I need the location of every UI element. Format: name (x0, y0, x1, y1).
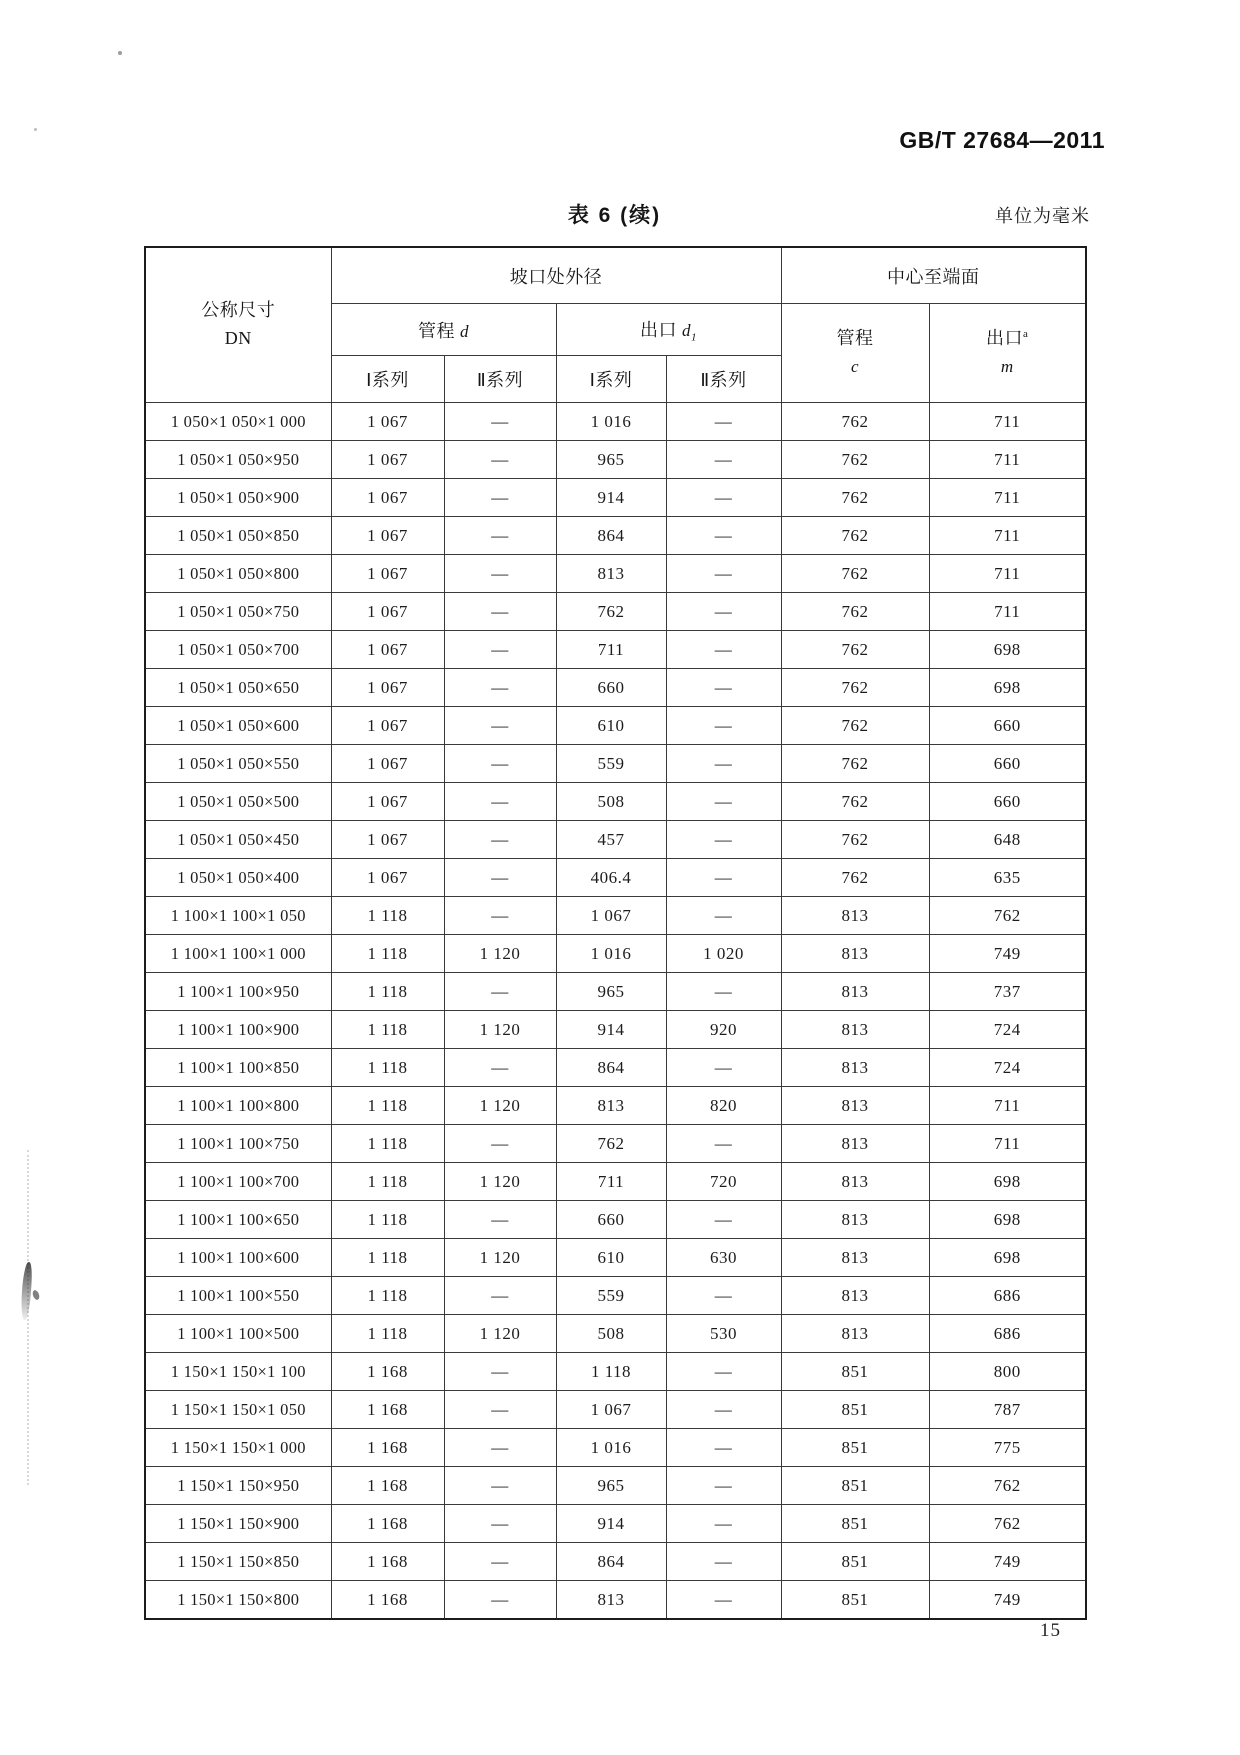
standard-number: GB/T 27684—2011 (899, 127, 1105, 153)
cell-d-series2: — (444, 1505, 556, 1543)
cell-dn: 1 100×1 100×600 (145, 1239, 331, 1277)
cell-d-series1: 1 118 (331, 897, 444, 935)
cell-c: 762 (781, 593, 929, 631)
header-outlet-var: $d_1$ (682, 320, 697, 344)
table-row (145, 935, 1086, 973)
cell-d-series2: — (444, 441, 556, 479)
cell-dn: 1 100×1 100×550 (145, 1277, 331, 1315)
table-row (145, 1315, 1086, 1353)
cell-d1-series2: — (666, 669, 781, 707)
cell-d-series2: — (444, 1467, 556, 1505)
cell-m: 648 (929, 821, 1086, 859)
cell-d1-series1: 610 (556, 1239, 666, 1277)
cell-c: 851 (781, 1391, 929, 1429)
cell-d1-series2: — (666, 783, 781, 821)
cell-d1-series2: — (666, 745, 781, 783)
cell-c: 762 (781, 745, 929, 783)
cell-dn: 1 100×1 100×800 (145, 1087, 331, 1125)
cell-d-series2: 1 120 (444, 1011, 556, 1049)
cell-d-series1: 1 168 (331, 1505, 444, 1543)
cell-d-series1: 1 067 (331, 707, 444, 745)
cell-d1-series2: 530 (666, 1315, 781, 1353)
cell-m: 762 (929, 1467, 1086, 1505)
cell-d1-series2: — (666, 1201, 781, 1239)
cell-d-series1: 1 067 (331, 593, 444, 631)
cell-d1-series1: 914 (556, 1011, 666, 1049)
cell-c: 813 (781, 1201, 929, 1239)
cell-c: 851 (781, 1467, 929, 1505)
cell-d1-series1: 864 (556, 1049, 666, 1087)
cell-d1-series2: — (666, 593, 781, 631)
cell-d1-series2: — (666, 1277, 781, 1315)
cell-d1-series2: — (666, 1505, 781, 1543)
cell-d-series1: 1 118 (331, 1277, 444, 1315)
header-group-center-to-face: 中心至端面 (781, 247, 1086, 304)
cell-d-series1: 1 067 (331, 859, 444, 897)
table-row (145, 973, 1086, 1011)
cell-m: 698 (929, 669, 1086, 707)
cell-d-series1: 1 067 (331, 479, 444, 517)
cell-d-series2: 1 120 (444, 1315, 556, 1353)
cell-d1-series2: — (666, 403, 781, 441)
table-row (145, 441, 1086, 479)
cell-d-series2: — (444, 1581, 556, 1620)
table-row (145, 1163, 1086, 1201)
cell-d-series1: 1 067 (331, 403, 444, 441)
cell-m: 698 (929, 1239, 1086, 1277)
cell-d-series1: 1 067 (331, 745, 444, 783)
cell-m: 711 (929, 479, 1086, 517)
cell-dn: 1 100×1 100×1 000 (145, 935, 331, 973)
table-row (145, 1239, 1086, 1277)
cell-d1-series1: 610 (556, 707, 666, 745)
table-row (145, 1277, 1086, 1315)
cell-c: 762 (781, 403, 929, 441)
table-header (145, 247, 1086, 403)
cell-m: 711 (929, 1125, 1086, 1163)
cell-m: 724 (929, 1011, 1086, 1049)
table-row (145, 1391, 1086, 1429)
header-center-outlet-m (929, 304, 1086, 403)
table-row (145, 631, 1086, 669)
cell-m: 660 (929, 707, 1086, 745)
cell-d1-series2: — (666, 1391, 781, 1429)
cell-c: 851 (781, 1429, 929, 1467)
cell-d1-series1: 1 067 (556, 897, 666, 935)
cell-d1-series1: 864 (556, 1543, 666, 1581)
cell-d1-series2: — (666, 859, 781, 897)
cell-dn: 1 050×1 050×450 (145, 821, 331, 859)
cell-d-series1: 1 168 (331, 1543, 444, 1581)
table-row (145, 1353, 1086, 1391)
cell-c: 762 (781, 631, 929, 669)
cell-m: 800 (929, 1353, 1086, 1391)
cell-dn: 1 050×1 050×900 (145, 479, 331, 517)
cell-d-series1: 1 118 (331, 973, 444, 1011)
table-row (145, 1201, 1086, 1239)
header-dn-code: DN (224, 328, 252, 348)
cell-m: 698 (929, 1163, 1086, 1201)
cell-d-series2: — (444, 783, 556, 821)
cell-dn: 1 050×1 050×750 (145, 593, 331, 631)
cell-m: 660 (929, 745, 1086, 783)
cell-d1-series1: 457 (556, 821, 666, 859)
cell-d-series2: — (444, 1391, 556, 1429)
cell-c: 813 (781, 1049, 929, 1087)
cell-c: 762 (781, 783, 929, 821)
cell-dn: 1 050×1 050×400 (145, 859, 331, 897)
cell-c: 813 (781, 935, 929, 973)
page-number: 15 (1040, 1620, 1061, 1641)
cell-c: 762 (781, 479, 929, 517)
cell-d-series1: 1 118 (331, 935, 444, 973)
cell-d-series1: 1 168 (331, 1391, 444, 1429)
header-center-outlet-label: 出口 (986, 328, 1024, 349)
cell-d1-series1: 660 (556, 669, 666, 707)
cell-dn: 1 100×1 100×850 (145, 1049, 331, 1087)
cell-m: 686 (929, 1277, 1086, 1315)
cell-d-series2: — (444, 593, 556, 631)
table-row (145, 1429, 1086, 1467)
table-row (145, 1505, 1086, 1543)
table-row (145, 1087, 1086, 1125)
header-d1-series1: Ⅰ系列 (556, 356, 666, 403)
cell-m: 698 (929, 1201, 1086, 1239)
cell-d1-series1: 762 (556, 1125, 666, 1163)
cell-d1-series2: — (666, 707, 781, 745)
cell-d1-series2: — (666, 1543, 781, 1581)
header-d-series1: Ⅰ系列 (331, 356, 444, 403)
cell-dn: 1 150×1 150×1 100 (145, 1353, 331, 1391)
table-row (145, 1011, 1086, 1049)
cell-dn: 1 050×1 050×700 (145, 631, 331, 669)
cell-dn: 1 150×1 150×1 050 (145, 1391, 331, 1429)
header-center-pipe-label: 管程 (836, 328, 874, 349)
table-row (145, 403, 1086, 441)
cell-c: 813 (781, 1277, 929, 1315)
cell-d-series2: — (444, 1049, 556, 1087)
cell-d1-series1: 1 067 (556, 1391, 666, 1429)
header-center-pipe-var: c (850, 357, 860, 376)
table-row (145, 1467, 1086, 1505)
cell-d1-series1: 914 (556, 1505, 666, 1543)
cell-d1-series1: 559 (556, 745, 666, 783)
cell-d1-series1: 813 (556, 1581, 666, 1620)
cell-c: 762 (781, 859, 929, 897)
cell-m: 711 (929, 1087, 1086, 1125)
cell-dn: 1 100×1 100×500 (145, 1315, 331, 1353)
unit-note: 单位为毫米 (995, 206, 1090, 226)
cell-d1-series2: — (666, 1125, 781, 1163)
header-outlet-d1 (556, 304, 781, 356)
cell-dn: 1 150×1 150×950 (145, 1467, 331, 1505)
cell-d-series2: — (444, 821, 556, 859)
cell-d-series1: 1 118 (331, 1011, 444, 1049)
cell-d-series2: — (444, 1353, 556, 1391)
cell-c: 813 (781, 973, 929, 1011)
cell-m: 762 (929, 897, 1086, 935)
cell-d-series2: 1 120 (444, 1087, 556, 1125)
cell-d1-series1: 508 (556, 1315, 666, 1353)
cell-d1-series1: 711 (556, 1163, 666, 1201)
header-outlet-footnote-mark: a (1023, 328, 1029, 341)
cell-d-series2: — (444, 707, 556, 745)
cell-d1-series2: — (666, 1353, 781, 1391)
cell-dn: 1 100×1 100×750 (145, 1125, 331, 1163)
cell-m: 749 (929, 1543, 1086, 1581)
cell-d-series2: — (444, 1543, 556, 1581)
cell-dn: 1 050×1 050×850 (145, 517, 331, 555)
table-title: 表 6 (续) (567, 204, 662, 227)
cell-d-series2: — (444, 555, 556, 593)
cell-d-series1: 1 168 (331, 1467, 444, 1505)
cell-d1-series2: 1 020 (666, 935, 781, 973)
cell-m: 711 (929, 593, 1086, 631)
cell-d1-series2: 630 (666, 1239, 781, 1277)
scan-artifact-speck (34, 128, 37, 131)
cell-c: 813 (781, 897, 929, 935)
table-row (145, 745, 1086, 783)
cell-m: 775 (929, 1429, 1086, 1467)
table-row (145, 1125, 1086, 1163)
header-d-series2: Ⅱ系列 (444, 356, 556, 403)
cell-c: 813 (781, 1011, 929, 1049)
cell-d-series1: 1 168 (331, 1353, 444, 1391)
cell-m: 749 (929, 1581, 1086, 1620)
cell-d1-series2: — (666, 1467, 781, 1505)
header-center-outlet-var: m (1000, 357, 1014, 376)
spec-table (144, 246, 1087, 1620)
cell-d-series1: 1 067 (331, 555, 444, 593)
cell-dn: 1 050×1 050×500 (145, 783, 331, 821)
table-row (145, 593, 1086, 631)
cell-d-series1: 1 168 (331, 1581, 444, 1620)
cell-d1-series2: — (666, 1429, 781, 1467)
cell-d-series1: 1 118 (331, 1163, 444, 1201)
cell-dn: 1 150×1 150×900 (145, 1505, 331, 1543)
cell-d1-series2: 820 (666, 1087, 781, 1125)
cell-dn: 1 050×1 050×650 (145, 669, 331, 707)
cell-d1-series1: 660 (556, 1201, 666, 1239)
cell-d-series1: 1 118 (331, 1239, 444, 1277)
cell-d1-series1: 864 (556, 517, 666, 555)
cell-c: 762 (781, 707, 929, 745)
cell-d1-series1: 508 (556, 783, 666, 821)
cell-d1-series2: — (666, 555, 781, 593)
cell-d-series1: 1 118 (331, 1049, 444, 1087)
cell-c: 851 (781, 1353, 929, 1391)
cell-d-series2: — (444, 479, 556, 517)
cell-d1-series2: — (666, 821, 781, 859)
cell-d-series2: — (444, 897, 556, 935)
table-body (145, 403, 1086, 1620)
cell-d1-series1: 762 (556, 593, 666, 631)
cell-d1-series1: 559 (556, 1277, 666, 1315)
cell-m: 787 (929, 1391, 1086, 1429)
cell-dn: 1 050×1 050×1 000 (145, 403, 331, 441)
header-group-outer-diameter: 坡口处外径 (331, 247, 781, 304)
cell-c: 813 (781, 1239, 929, 1277)
cell-m: 686 (929, 1315, 1086, 1353)
cell-d1-series1: 1 118 (556, 1353, 666, 1391)
cell-m: 711 (929, 517, 1086, 555)
cell-d1-series2: — (666, 517, 781, 555)
cell-m: 711 (929, 555, 1086, 593)
cell-c: 762 (781, 669, 929, 707)
cell-d-series2: — (444, 669, 556, 707)
cell-dn: 1 100×1 100×650 (145, 1201, 331, 1239)
cell-m: 749 (929, 935, 1086, 973)
cell-d1-series2: — (666, 631, 781, 669)
table-row (145, 783, 1086, 821)
cell-d1-series2: — (666, 479, 781, 517)
cell-d1-series1: 1 016 (556, 1429, 666, 1467)
cell-d-series2: — (444, 745, 556, 783)
cell-dn: 1 050×1 050×950 (145, 441, 331, 479)
table-row (145, 897, 1086, 935)
cell-d1-series2: — (666, 897, 781, 935)
cell-c: 813 (781, 1087, 929, 1125)
cell-d-series1: 1 067 (331, 441, 444, 479)
cell-d1-series2: 720 (666, 1163, 781, 1201)
cell-d1-series2: — (666, 441, 781, 479)
cell-d-series2: — (444, 1201, 556, 1239)
cell-c: 851 (781, 1581, 929, 1620)
cell-d-series1: 1 067 (331, 821, 444, 859)
cell-d-series2: — (444, 517, 556, 555)
cell-d1-series1: 711 (556, 631, 666, 669)
cell-dn: 1 150×1 150×1 000 (145, 1429, 331, 1467)
table-row (145, 669, 1086, 707)
table-row (145, 555, 1086, 593)
cell-dn: 1 100×1 100×900 (145, 1011, 331, 1049)
cell-d-series1: 1 118 (331, 1201, 444, 1239)
header-dn-label: 公称尺寸 (201, 300, 276, 321)
scan-artifact-line (27, 1150, 29, 1485)
scan-artifact-ink-dot (31, 1289, 40, 1300)
cell-c: 851 (781, 1505, 929, 1543)
cell-d1-series2: — (666, 1581, 781, 1620)
cell-c: 813 (781, 1163, 929, 1201)
cell-d-series1: 1 118 (331, 1087, 444, 1125)
cell-dn: 1 050×1 050×550 (145, 745, 331, 783)
cell-m: 711 (929, 441, 1086, 479)
table-row (145, 479, 1086, 517)
header-pipe-run-d (331, 304, 556, 356)
table-row (145, 859, 1086, 897)
cell-d1-series1: 965 (556, 1467, 666, 1505)
cell-m: 660 (929, 783, 1086, 821)
cell-dn: 1 150×1 150×850 (145, 1543, 331, 1581)
table-row (145, 1543, 1086, 1581)
cell-dn: 1 100×1 100×1 050 (145, 897, 331, 935)
cell-d1-series2: — (666, 1049, 781, 1087)
cell-dn: 1 100×1 100×700 (145, 1163, 331, 1201)
cell-m: 711 (929, 403, 1086, 441)
cell-dn: 1 050×1 050×800 (145, 555, 331, 593)
cell-dn: 1 150×1 150×800 (145, 1581, 331, 1620)
table-row (145, 707, 1086, 745)
cell-m: 698 (929, 631, 1086, 669)
cell-d-series2: — (444, 1125, 556, 1163)
header-pipe-run-label: 管程 (418, 320, 460, 341)
header-pipe-run-var: d (460, 321, 469, 341)
cell-d1-series1: 1 016 (556, 403, 666, 441)
cell-d-series1: 1 067 (331, 783, 444, 821)
cell-d-series2: 1 120 (444, 935, 556, 973)
cell-m: 635 (929, 859, 1086, 897)
cell-c: 762 (781, 555, 929, 593)
cell-dn: 1 050×1 050×600 (145, 707, 331, 745)
cell-d-series2: — (444, 403, 556, 441)
cell-d-series1: 1 168 (331, 1429, 444, 1467)
cell-d-series1: 1 118 (331, 1315, 444, 1353)
cell-d1-series1: 965 (556, 973, 666, 1011)
cell-c: 813 (781, 1125, 929, 1163)
cell-m: 724 (929, 1049, 1086, 1087)
header-center-pipe-c (781, 304, 929, 403)
cell-m: 737 (929, 973, 1086, 1011)
header-d1-series2: Ⅱ系列 (666, 356, 781, 403)
cell-d1-series2: 920 (666, 1011, 781, 1049)
cell-c: 762 (781, 821, 929, 859)
cell-d1-series1: 406.4 (556, 859, 666, 897)
cell-d-series1: 1 067 (331, 517, 444, 555)
header-dn (145, 247, 331, 403)
cell-d-series2: — (444, 1429, 556, 1467)
scan-artifact-ink-blob (20, 1262, 33, 1320)
table-row (145, 821, 1086, 859)
cell-dn: 1 100×1 100×950 (145, 973, 331, 1011)
cell-c: 813 (781, 1315, 929, 1353)
cell-d-series1: 1 067 (331, 631, 444, 669)
header-outlet-label: 出口 (640, 319, 682, 340)
cell-d-series2: — (444, 859, 556, 897)
cell-d-series2: — (444, 973, 556, 1011)
table-row (145, 517, 1086, 555)
cell-c: 851 (781, 1543, 929, 1581)
table-row (145, 1581, 1086, 1620)
cell-d1-series2: — (666, 973, 781, 1011)
scan-artifact-speck (118, 51, 122, 55)
cell-m: 762 (929, 1505, 1086, 1543)
cell-d-series1: 1 118 (331, 1125, 444, 1163)
cell-d-series2: 1 120 (444, 1239, 556, 1277)
cell-d-series2: — (444, 1277, 556, 1315)
cell-d1-series1: 813 (556, 1087, 666, 1125)
cell-d1-series1: 813 (556, 555, 666, 593)
cell-d-series2: — (444, 631, 556, 669)
cell-d-series2: 1 120 (444, 1163, 556, 1201)
cell-d-series1: 1 067 (331, 669, 444, 707)
cell-d1-series1: 1 016 (556, 935, 666, 973)
cell-c: 762 (781, 517, 929, 555)
cell-d1-series1: 965 (556, 441, 666, 479)
table-row (145, 1049, 1086, 1087)
cell-d1-series1: 914 (556, 479, 666, 517)
cell-c: 762 (781, 441, 929, 479)
